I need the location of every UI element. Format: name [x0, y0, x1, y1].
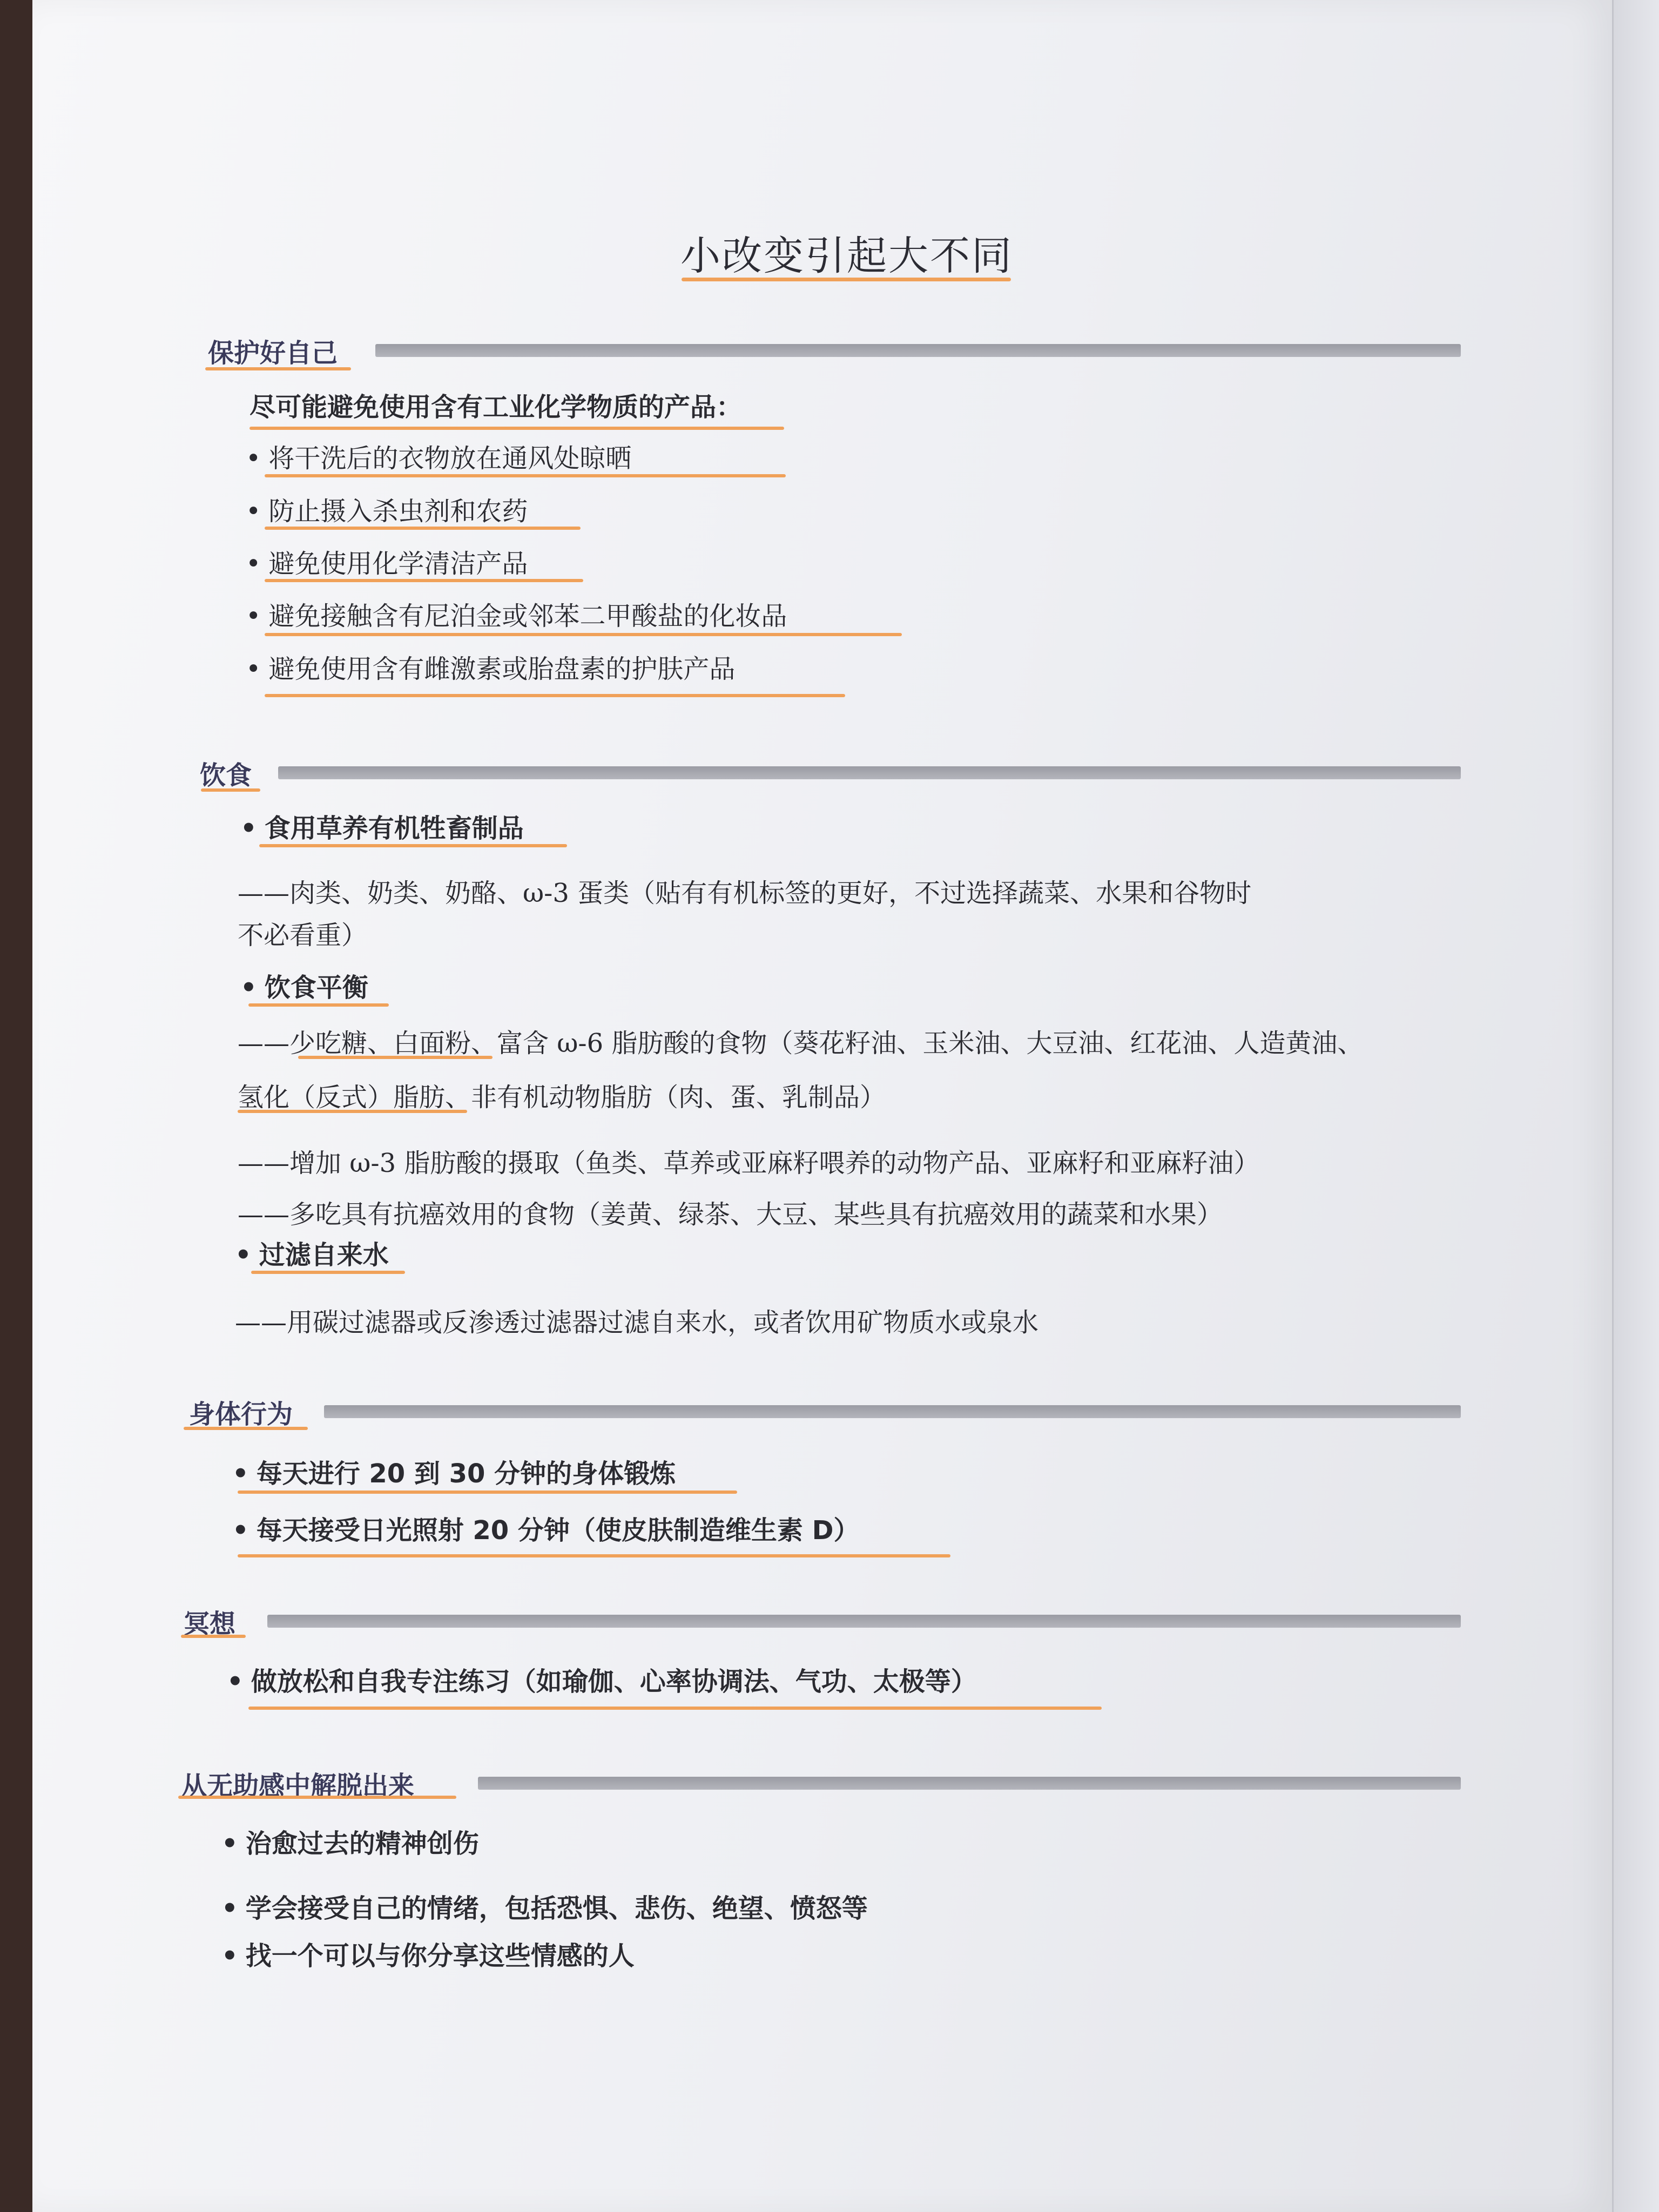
list-item: • 治愈过去的精神创伤 [221, 1829, 479, 1859]
page-title: 小改变引起大不同 [680, 233, 1013, 279]
item-highlight [265, 633, 902, 636]
list-item: • 避免使用含有雌激素或胎盘素的护肤产品 [246, 654, 736, 684]
list-item: • 做放松和自我专注练习（如瑜伽、心率协调法、气功、太极等） [227, 1667, 977, 1697]
section-header-meditation [184, 1603, 1461, 1639]
item-highlight [265, 527, 581, 530]
detail-highlight [238, 1110, 467, 1113]
item-highlight [265, 474, 786, 477]
intro-line: 尽可能避免使用含有工业化学物质的产品： [249, 392, 743, 422]
detail-line: 不必看重） [238, 920, 368, 950]
section-heading: 身体行为 [189, 1399, 293, 1429]
section-rule [478, 1777, 1461, 1790]
detail-highlight [298, 1056, 493, 1059]
section-rule [375, 344, 1461, 357]
list-item: • 每天进行 20 到 30 分钟的身体锻炼 [232, 1459, 676, 1489]
section-header-diet [200, 754, 1461, 791]
item-highlight [251, 1271, 405, 1274]
list-item: • 避免接触含有尼泊金或邻苯二甲酸盐的化妆品 [246, 601, 787, 631]
item-highlight [265, 579, 583, 582]
list-item: • 将干洗后的衣物放在通风处晾晒 [246, 443, 632, 474]
item-highlight [259, 844, 567, 847]
section-heading: 饮食 [200, 760, 252, 791]
section-heading: 保护好自己 [208, 338, 338, 368]
list-item: • 避免使用化学清洁产品 [246, 549, 528, 579]
detail-line: ——多吃具有抗癌效用的食物（姜黄、绿茶、大豆、某些具有抗癌效用的蔬菜和水果） [238, 1199, 1223, 1230]
detail-line: 氢化（反式）脂肪、非有机动物脂肪（肉、蛋、乳制品） [238, 1082, 886, 1112]
item-highlight [238, 1554, 950, 1557]
section-rule [324, 1405, 1461, 1418]
next-page-edge [1612, 0, 1659, 2212]
detail-line: ——肉类、奶类、奶酪、ω-3 蛋类（贴有有机标签的更好，不过选择蔬菜、水果和谷物时 [238, 878, 1252, 908]
heading-highlight [201, 788, 260, 792]
section-header-helplessness [181, 1765, 1461, 1801]
section-header-physical [189, 1393, 1461, 1429]
list-item: • 每天接受日光照射 20 分钟（使皮肤制造维生素 D） [232, 1515, 860, 1546]
section-header-protect [208, 332, 1461, 368]
list-item: • 食用草养有机牲畜制品 [240, 813, 524, 844]
section-rule [267, 1615, 1461, 1628]
detail-line: ——增加 ω-3 脂肪酸的摄取（鱼类、草养或亚麻籽喂养的动物产品、亚麻籽和亚麻籽油） [238, 1148, 1260, 1178]
heading-highlight [181, 1635, 246, 1638]
item-highlight [265, 694, 845, 697]
section-heading: 冥想 [184, 1609, 236, 1639]
heading-highlight [184, 1427, 308, 1430]
detail-line: ——用碳过滤器或反渗透过滤器过滤自来水，或者饮用矿物质水或泉水 [235, 1307, 1039, 1338]
heading-highlight [205, 367, 351, 370]
item-highlight [238, 1491, 737, 1494]
intro-highlight [249, 427, 784, 430]
list-item: • 过滤自来水 [235, 1240, 389, 1270]
section-rule [278, 766, 1461, 779]
item-highlight [248, 1003, 389, 1007]
list-item: • 防止摄入杀虫剂和农药 [246, 496, 528, 527]
section-heading: 从无助感中解脱出来 [181, 1771, 415, 1801]
list-item: • 找一个可以与你分享这些情感的人 [221, 1941, 635, 1971]
detail-line: ——少吃糖、白面粉、富含 ω-6 脂肪酸的食物（葵花籽油、玉米油、大豆油、红花油、人造黄油、 [238, 1028, 1364, 1058]
title-highlight [682, 278, 1011, 281]
item-highlight [248, 1707, 1102, 1710]
heading-highlight [178, 1796, 456, 1799]
list-item: • 饮食平衡 [240, 973, 368, 1003]
list-item: • 学会接受自己的情绪，包括恐惧、悲伤、绝望、愤怒等 [221, 1893, 868, 1924]
